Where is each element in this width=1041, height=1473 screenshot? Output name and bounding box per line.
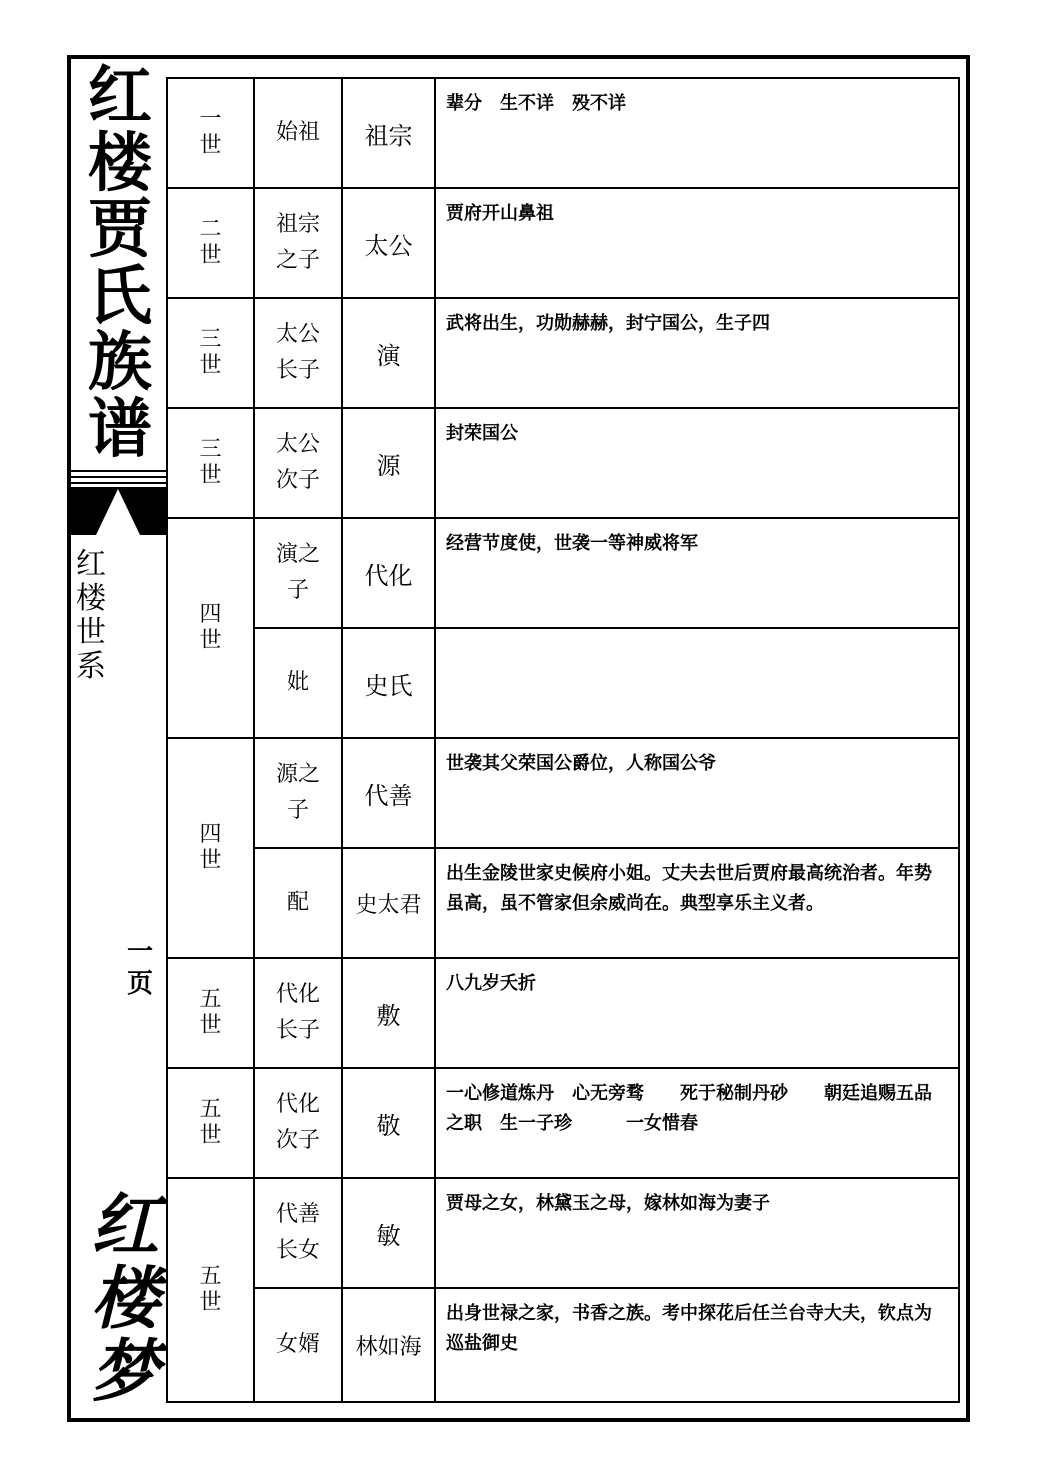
description-cell: 出身世禄之家，书香之族。考中探花后任兰台寺大夫，钦点为巡盐御史 bbox=[435, 1288, 959, 1402]
description-cell: 一心修道炼丹 心无旁骛 死于秘制丹砂 朝廷追赐五品之职 生一子珍 一女惜春 bbox=[435, 1068, 959, 1178]
table-row bbox=[167, 738, 959, 848]
description-cell: 封荣国公 bbox=[435, 408, 959, 518]
subtitle bbox=[74, 548, 108, 684]
generation-char: 世 bbox=[199, 133, 222, 158]
relation-cell bbox=[254, 1178, 342, 1288]
relation-text: 长子 bbox=[275, 1018, 320, 1043]
generation-char: 四 bbox=[199, 602, 222, 627]
relation-text: 代化 bbox=[275, 1092, 320, 1117]
subtitle-char: 世 bbox=[76, 615, 106, 650]
relation-text: 次子 bbox=[275, 468, 320, 493]
subtitle-char: 红 bbox=[76, 547, 106, 582]
generation-cell bbox=[167, 78, 254, 188]
table-row bbox=[167, 408, 959, 518]
page-number-char: 一 bbox=[126, 937, 153, 967]
generation-char: 五 bbox=[199, 987, 222, 1012]
relation-cell bbox=[254, 848, 342, 958]
title-char: 谱 bbox=[88, 391, 152, 467]
relation-cell bbox=[254, 738, 342, 848]
relation-cell bbox=[254, 188, 342, 298]
name-cell: 代善 bbox=[342, 738, 435, 848]
relation-text: 子 bbox=[286, 578, 309, 603]
description-cell: 辈分 生不详 殁不详 bbox=[435, 78, 959, 188]
relation-text: 之子 bbox=[275, 248, 320, 273]
generation-cell bbox=[167, 738, 254, 958]
relation-text: 祖宗 bbox=[275, 212, 320, 237]
title-char: 红 bbox=[88, 59, 152, 134]
table-row bbox=[167, 848, 959, 958]
relation-cell bbox=[254, 628, 342, 738]
page-number bbox=[124, 936, 156, 1000]
relation-text: 妣 bbox=[286, 670, 309, 695]
relation-text: 代化 bbox=[275, 982, 320, 1007]
signature-char: 红 bbox=[90, 1186, 159, 1266]
name-cell: 史太君 bbox=[342, 848, 435, 958]
generation-cell bbox=[167, 408, 254, 518]
generation-cell bbox=[167, 1068, 254, 1178]
generation-char: 五 bbox=[199, 1097, 222, 1122]
divider-line bbox=[70, 482, 166, 484]
relation-text: 子 bbox=[286, 798, 309, 823]
relation-text: 源之 bbox=[275, 762, 320, 787]
generation-cell bbox=[167, 298, 254, 408]
table-row bbox=[167, 188, 959, 298]
relation-text: 长女 bbox=[275, 1238, 320, 1263]
description-cell: 贾府开山鼻祖 bbox=[435, 188, 959, 298]
generation-cell bbox=[167, 958, 254, 1068]
table-row bbox=[167, 78, 959, 188]
table-row bbox=[167, 958, 959, 1068]
signature-char: 楼 bbox=[90, 1259, 159, 1339]
relation-text: 演之 bbox=[275, 542, 320, 567]
table-row bbox=[167, 298, 959, 408]
description-cell: 经营节度使，世袭一等神威将军 bbox=[435, 518, 959, 628]
generation-char: 三 bbox=[199, 437, 222, 462]
table-row bbox=[167, 628, 959, 738]
generation-char: 世 bbox=[199, 848, 222, 873]
name-cell: 源 bbox=[342, 408, 435, 518]
relation-cell bbox=[254, 518, 342, 628]
relation-text: 始祖 bbox=[275, 120, 320, 145]
title-char: 族 bbox=[88, 325, 152, 400]
generation-char: 世 bbox=[199, 1013, 222, 1038]
name-cell: 太公 bbox=[342, 188, 435, 298]
name-cell: 演 bbox=[342, 298, 435, 408]
table-row bbox=[167, 1288, 959, 1402]
name-cell: 敷 bbox=[342, 958, 435, 1068]
generation-char: 五 bbox=[199, 1264, 222, 1289]
relation-cell bbox=[254, 958, 342, 1068]
relation-cell bbox=[254, 1288, 342, 1402]
relation-cell bbox=[254, 78, 342, 188]
generation-char: 世 bbox=[199, 463, 222, 488]
generation-char: 四 bbox=[199, 822, 222, 847]
relation-text: 女婿 bbox=[275, 1332, 320, 1357]
table-row bbox=[167, 1068, 959, 1178]
relation-text: 太公 bbox=[275, 432, 320, 457]
genealogy-table bbox=[166, 77, 960, 1403]
relation-text: 次子 bbox=[275, 1128, 320, 1153]
title-char: 贾 bbox=[88, 192, 152, 267]
name-cell: 祖宗 bbox=[342, 78, 435, 188]
description-cell: 八九岁夭折 bbox=[435, 958, 959, 1068]
relation-text: 配 bbox=[286, 890, 309, 915]
name-cell: 敏 bbox=[342, 1178, 435, 1288]
table-row bbox=[167, 518, 959, 628]
relation-cell bbox=[254, 408, 342, 518]
generation-char: 世 bbox=[199, 1290, 222, 1315]
relation-text: 代善 bbox=[275, 1202, 320, 1227]
generation-char: 世 bbox=[199, 628, 222, 653]
generation-cell bbox=[167, 1178, 254, 1402]
name-cell: 史氏 bbox=[342, 628, 435, 738]
description-cell bbox=[435, 628, 959, 738]
name-cell: 林如海 bbox=[342, 1288, 435, 1402]
generation-char: 世 bbox=[199, 353, 222, 378]
page-title bbox=[80, 59, 160, 467]
table-row bbox=[167, 1178, 959, 1288]
relation-cell bbox=[254, 298, 342, 408]
generation-char: 世 bbox=[199, 243, 222, 268]
description-cell: 世袭其父荣国公爵位，人称国公爷 bbox=[435, 738, 959, 848]
description-cell: 武将出生，功勋赫赫，封宁国公，生子四 bbox=[435, 298, 959, 408]
divider-line bbox=[70, 476, 166, 478]
relation-text: 长子 bbox=[275, 358, 320, 383]
generation-char: 世 bbox=[199, 1123, 222, 1148]
title-char: 氏 bbox=[88, 258, 152, 334]
generation-cell bbox=[167, 188, 254, 298]
signature bbox=[80, 1186, 170, 1412]
signature-char: 梦 bbox=[90, 1332, 159, 1412]
subtitle-char: 楼 bbox=[76, 581, 106, 616]
generation-char: 一 bbox=[199, 107, 222, 132]
divider-line bbox=[70, 470, 166, 472]
subtitle-char: 系 bbox=[76, 649, 106, 684]
name-cell: 敬 bbox=[342, 1068, 435, 1178]
generation-cell bbox=[167, 518, 254, 738]
generation-char: 二 bbox=[199, 217, 222, 242]
relation-cell bbox=[254, 1068, 342, 1178]
name-cell: 代化 bbox=[342, 518, 435, 628]
description-cell: 出生金陵世家史候府小姐。丈夫去世后贾府最高统治者。年势虽高，虽不管家但余威尚在。典型享乐主义者。 bbox=[435, 848, 959, 958]
relation-text: 太公 bbox=[275, 322, 320, 347]
description-cell: 贾母之女，林黛玉之母，嫁林如海为妻子 bbox=[435, 1178, 959, 1288]
generation-char: 三 bbox=[199, 327, 222, 352]
banner-ornament-icon bbox=[70, 487, 166, 535]
page-number-char: 页 bbox=[126, 969, 153, 999]
title-char: 楼 bbox=[88, 125, 152, 201]
